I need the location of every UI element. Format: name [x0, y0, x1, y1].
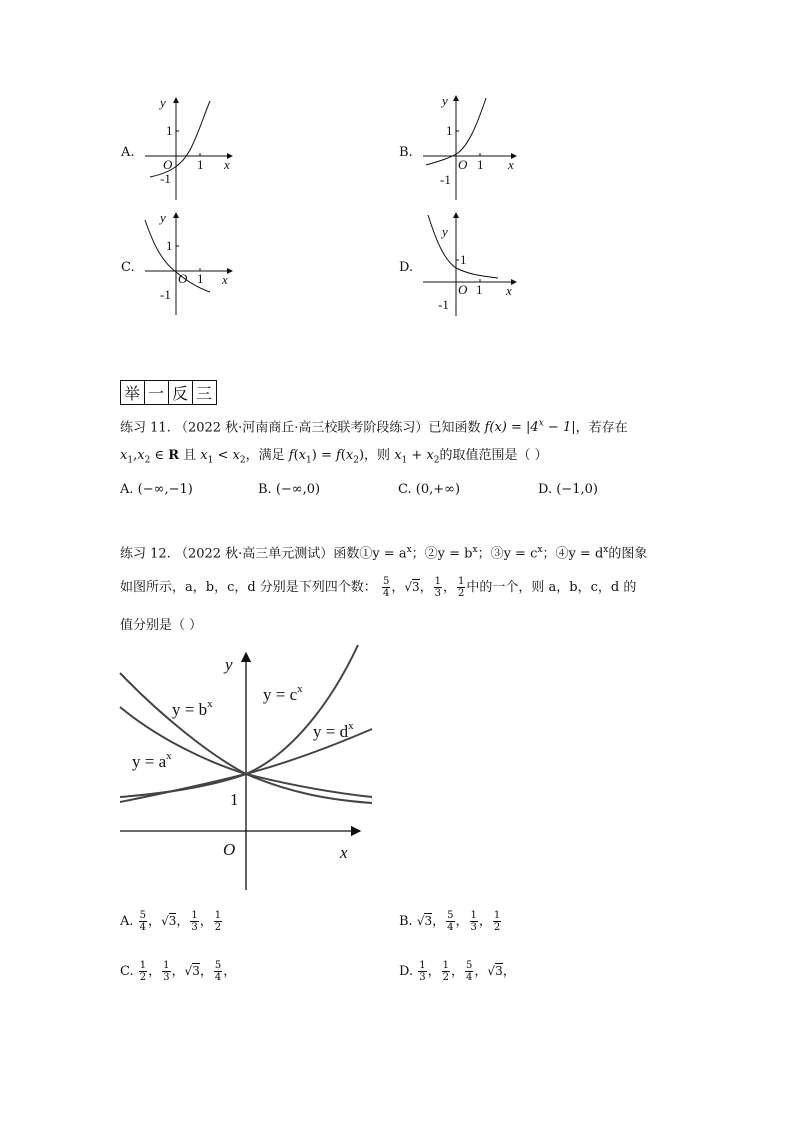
one-x-label: 1	[197, 271, 204, 286]
ex11-text: 已知函数	[428, 420, 481, 436]
label-a: $y = a^x$	[132, 750, 172, 771]
ex11-option-c[interactable]: C. (0,+∞)	[398, 482, 461, 497]
neg-one-label: -1	[160, 287, 171, 302]
x-label: x	[506, 283, 512, 298]
one-y-label: 1	[166, 238, 173, 253]
neg-one-label: -1	[440, 172, 451, 187]
label-d: $y = d^x$	[313, 720, 354, 741]
one-y-label: 1	[166, 123, 173, 138]
one-x-label: 1	[477, 157, 484, 172]
ex11-line1	[120, 414, 628, 438]
x-axis-label: x	[340, 843, 348, 862]
graph-c	[140, 210, 250, 320]
option-d-letter[interactable]: D.	[399, 260, 414, 275]
ex11-option-d[interactable]: D. (−1,0)	[538, 482, 598, 497]
ex11-line2: $x_1,x_2$ ∈ R 且 $x_1 < x_2$，满足 $f(x_1) = f(x_2)$，则 $x_1 + x_2$的取值范围是（ ）	[120, 448, 548, 466]
ex12-line1: 练习 12. （2022 秋·高三单元测试）函数①y = $a^x$；②y = $b^x$；③y = $c^x$；④y = $d^x$的图象	[120, 545, 648, 562]
ex11-source: （2022 秋·河南商丘·高三校联考阶段练习）	[174, 420, 429, 436]
ex12-line3: 值分别是（ ）	[120, 618, 203, 633]
ex12-line2: 如图所示，a，b，c，d 分别是下列四个数： $\frac{5}{4}$ ，√3， $\frac{1}{3}$ ， $\frac{1}{2}$ 中的一个，则 a，b，c，d 的	[120, 576, 637, 599]
ex12-option-c[interactable]: C. $\frac{1}{2}$ ， $\frac{1}{3}$ ，√3， $\frac{5}{4}$ ，	[120, 960, 237, 983]
y-label: y	[160, 210, 166, 225]
ex11-label: 练习 11.	[120, 420, 171, 436]
one-label: 1	[230, 790, 239, 809]
ex11-option-b[interactable]: B. (−∞,0)	[258, 482, 321, 497]
origin-label: O	[223, 840, 236, 859]
ex11-option-a[interactable]: A. (−∞,−1)	[120, 482, 193, 497]
option-c-letter[interactable]: C.	[121, 260, 135, 275]
y-label: y	[160, 95, 166, 110]
x-label: x	[508, 157, 514, 172]
header-char: 一	[145, 380, 169, 405]
neg-one-label: -1	[160, 171, 171, 186]
curve-c	[120, 645, 358, 797]
exp-functions-chart	[120, 645, 380, 905]
label-c: $y = c^x$	[263, 683, 303, 704]
origin-label: O	[458, 282, 468, 297]
header-char: 反	[169, 380, 193, 405]
y-label: y	[442, 224, 448, 239]
x-label: x	[222, 272, 228, 287]
y-label: y	[442, 93, 448, 108]
origin-label: O	[458, 157, 468, 172]
ex11-func: $f(x) = |4^x - 1|$	[484, 419, 576, 436]
option-b-letter[interactable]: B.	[399, 145, 413, 160]
y-axis-label: y	[225, 655, 233, 674]
graph-a	[140, 95, 250, 205]
one-y-label: 1	[460, 252, 467, 267]
graph-b	[418, 93, 538, 203]
ex11-text2: ，若存在	[575, 420, 628, 436]
x-label: x	[224, 157, 230, 172]
label-b: $y = b^x$	[172, 698, 213, 719]
header-char: 三	[193, 380, 217, 405]
one-y-label: 1	[446, 123, 453, 138]
origin-label: O	[163, 157, 173, 172]
ex12-option-a[interactable]: A. $\frac{5}{4}$ ，√3， $\frac{1}{3}$ ， $\frac{1}{2}$	[120, 910, 222, 933]
header-char: 举	[120, 380, 145, 405]
section-header	[120, 380, 217, 405]
graph-d	[418, 210, 538, 320]
one-x-label: 1	[476, 282, 483, 297]
option-a-letter[interactable]: A.	[121, 145, 135, 160]
ex12-option-b[interactable]: B. √3， $\frac{5}{4}$ ， $\frac{1}{3}$ ， $\frac{1}{2}$	[399, 910, 501, 933]
neg-one-label: -1	[438, 297, 449, 312]
ex12-option-d[interactable]: D. $\frac{1}{3}$ ， $\frac{1}{2}$ ， $\frac{5}{4}$ ，√3，	[399, 960, 516, 983]
origin-label: O	[178, 271, 188, 286]
one-x-label: 1	[197, 157, 204, 172]
